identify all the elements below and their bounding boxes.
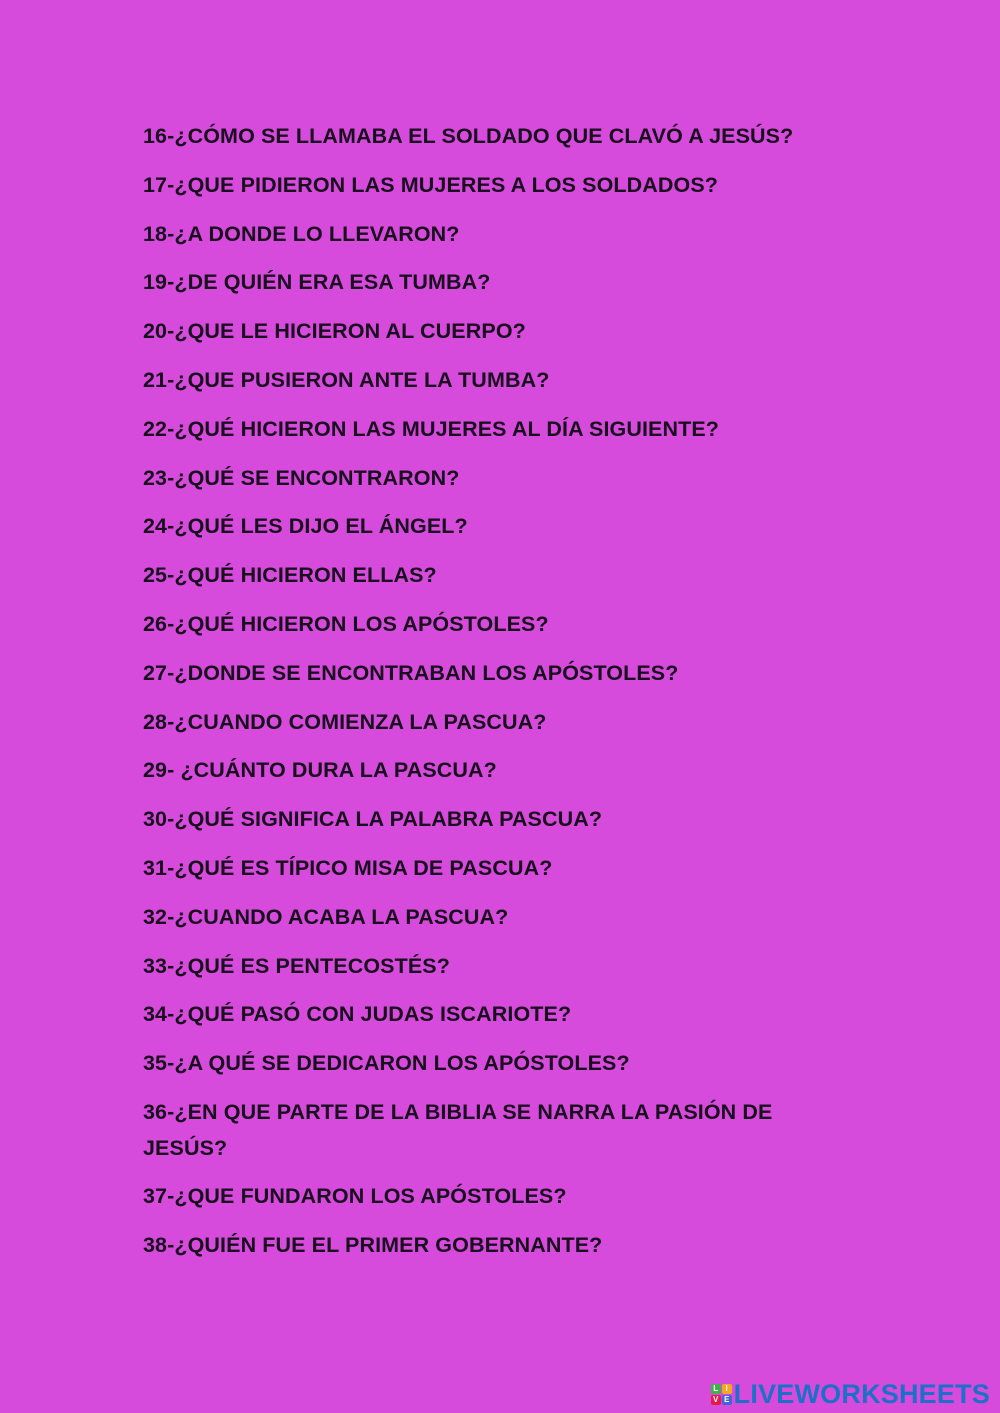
question-21: 21-¿QUE PUSIERON ANTE LA TUMBA? [143,367,550,392]
question-28: 28-¿CUANDO COMIENZA LA PASCUA? [143,709,547,734]
question-29: 29- ¿CUÁNTO DURA LA PASCUA? [143,758,497,783]
question-18: 18-¿A DONDE LO LLEVARON? [143,221,460,246]
brand-name: LIVEWORKSHEETS [733,1379,990,1409]
question-33: 33-¿QUÉ ES PENTECOSTÉS? [143,953,450,978]
question-26: 26-¿QUÉ HICIERON LOS APÓSTOLES? [143,611,549,636]
logo-letter-l: L [711,1384,721,1394]
question-16: 16-¿CÓMO SE LLAMABA EL SOLDADO QUE CLAVÓ A JESÚS? [143,124,794,148]
question-23: 23-¿QUÉ SE ENCONTRARON? [143,465,460,490]
question-38: 38-¿QUIÉN FUE EL PRIMER GOBERNANTE? [143,1232,603,1257]
logo-letter-e: E [722,1395,732,1405]
logo-letter-v: V [711,1395,721,1405]
question-34: 34-¿QUÉ PASÓ CON JUDAS ISCARIOTE? [143,1002,572,1027]
question-20: 20-¿QUE LE HICIERON AL CUERPO? [143,319,526,344]
question-19: 19-¿DE QUIÉN ERA ESA TUMBA? [143,270,491,295]
question-24: 24-¿QUÉ LES DIJO EL ÁNGEL? [143,514,468,539]
question-36: 36-¿EN QUE PARTE DE LA BIBLIA SE NARRA LA PASIÓN DE JESÚS? [143,1099,773,1160]
liveworksheets-logo-icon [711,1384,732,1405]
question-35: 35-¿A QUÉ SE DEDICARON LOS APÓSTOLES? [143,1051,630,1076]
question-37: 37-¿QUE FUNDARON LOS APÓSTOLES? [143,1183,567,1208]
question-22: 22-¿QUÉ HICIERON LAS MUJERES AL DÍA SIGUIENTE? [143,416,720,441]
question-30: 30-¿QUÉ SIGNIFICA LA PALABRA PASCUA? [143,807,603,832]
question-17: 17-¿QUE PIDIERON LAS MUJERES A LOS SOLDADOS? [143,172,719,197]
question-25: 25-¿QUÉ HICIERON ELLAS? [143,563,437,588]
logo-letter-i: I [722,1384,732,1394]
question-32: 32-¿CUANDO ACABA LA PASCUA? [143,904,509,929]
question-list [143,118,823,1276]
question-27: 27-¿DONDE SE ENCONTRABAN LOS APÓSTOLES? [143,660,679,685]
question-31: 31-¿QUÉ ES TÍPICO MISA DE PASCUA? [143,855,553,880]
liveworksheets-branding [711,1381,990,1408]
